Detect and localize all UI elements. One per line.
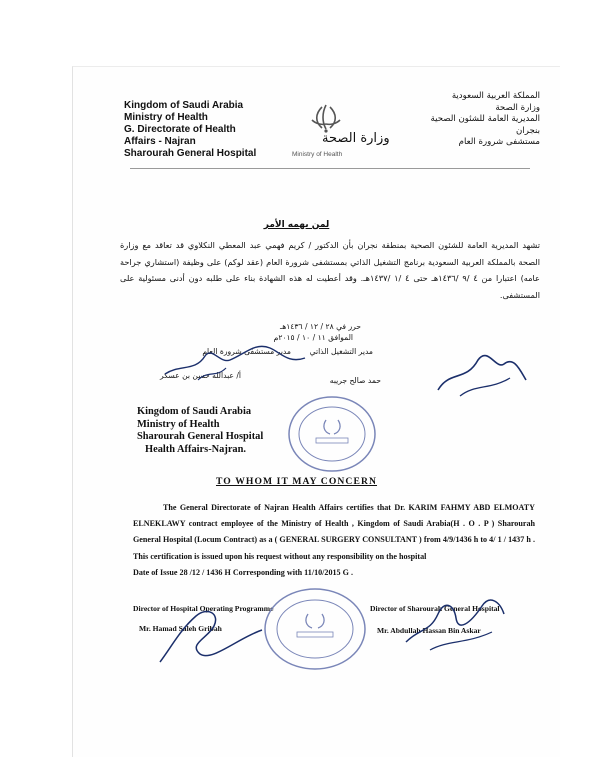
letterhead-ar-line: بنجران	[516, 125, 540, 136]
letterhead-en-line: Kingdom of Saudi Arabia	[124, 100, 244, 111]
arabic-date-line-2: الموافق ١١ / ١٠ / ٢٠١٥م	[273, 333, 353, 342]
logo-arabic-text: وزارة الصحة	[322, 131, 390, 146]
official-stamp-icon	[262, 586, 368, 672]
header-divider	[130, 168, 530, 169]
english-letterhead-line: Ministry of Health	[137, 418, 220, 430]
letterhead-ar-line: وزارة الصحة	[495, 102, 540, 113]
english-letter-body	[133, 500, 535, 581]
letterhead-ar-line: المملكة العربية السعودية	[451, 91, 540, 101]
arabic-left-sig-name: أ/ عبدالله حسن بن عسكر	[160, 371, 241, 380]
english-right-sig-title: Director of Sharourah General Hospital	[370, 604, 500, 613]
english-letterhead-line: Sharourah General Hospital	[137, 431, 264, 443]
signature-icon	[430, 340, 530, 400]
english-letterhead	[137, 406, 263, 456]
english-left-sig-name: Mr. Hamad Saleh Gribah	[139, 624, 222, 633]
english-right-sig-name: Mr. Abdullah Hassan Bin Askar	[377, 626, 481, 635]
letterhead-ar-line: المديرية العامة للشئون الصحية	[430, 114, 540, 124]
arabic-right-sig-name: حمد صالح جريبه	[329, 376, 381, 385]
letterhead-en-line: Sharourah General Hospital	[124, 148, 257, 159]
letterhead-en-line: Ministry of Health	[124, 112, 208, 123]
letterhead-en-line: G. Directorate of Health	[124, 124, 236, 135]
official-stamp-icon	[286, 394, 378, 474]
signature-icon	[400, 584, 510, 654]
english-letterhead-line: Health Affairs-Najran.	[145, 443, 247, 455]
letterhead-en-line: Affairs - Najran	[124, 136, 196, 147]
arabic-letter-body: تشهد المديرية العامة للشئون الصحية بمنطقة نجران بأن الدكتور / كريم فهمي عبد المعطي النكلاوي قد تعاقد مع وزارة الصحة بالمملكة العربية السعودية برنامج التشغيل الذاتي بمستشفى شرورة العام (عقد لوكم) على وظيفة (استشاري جراحة عامه) اعتبارا من ٤ /٩ /١٤٣٦هـ حتى ٤ /١ /١٤٣٧هـ. وقد أعطيت له هذه الشهادة بناء على طلبه دون أدنى مسئولية على المستشفى.	[120, 240, 540, 300]
english-body-paragraph: The General Directorate of Najran Health Affairs certifies that Dr. KARIM FAHMY ABD ELMOATY ELNEKLAWY contract employee of the Ministry of Health , Kingdom of Saudi Arabia(H . O . P ) Sharourah General Hospital (Locum Contract) as a ( GENERAL SURGERY CONSULTANT ) from 4/9/1436 h to 4/ 1 / 1437 h . This certification is issued upon his request without any responsibility on the hospital	[133, 503, 535, 561]
signature-icon	[150, 596, 270, 670]
letterhead-arabic	[431, 91, 540, 149]
english-letter-title: TO WHOM IT MAY CONCERN	[215, 476, 378, 487]
arabic-letter-title: لمن يهمه الأمر	[263, 220, 330, 230]
english-issue-date: Date of Issue 28 /12 / 1436 H Corresponding with 11/10/2015 G .	[133, 567, 353, 577]
logo-english-text: Ministry of Health	[292, 151, 343, 158]
letterhead-english	[124, 100, 256, 160]
letterhead-ar-line: مستشفى شرورة العام	[458, 137, 540, 147]
arabic-right-sig-title: مدير التشغيل الذاتي	[309, 347, 373, 356]
signature-icon	[160, 334, 310, 386]
arabic-left-sig-title: مدير مستشفى شرورة العام	[202, 347, 291, 356]
english-left-sig-title: Director of Hospital Operating Programme	[133, 604, 274, 613]
english-letterhead-line: Kingdom of Saudi Arabia	[137, 406, 252, 417]
arabic-date-line-1: حرر في ٢٨ / ١٢ / ١٤٣٦هـ	[279, 322, 361, 331]
